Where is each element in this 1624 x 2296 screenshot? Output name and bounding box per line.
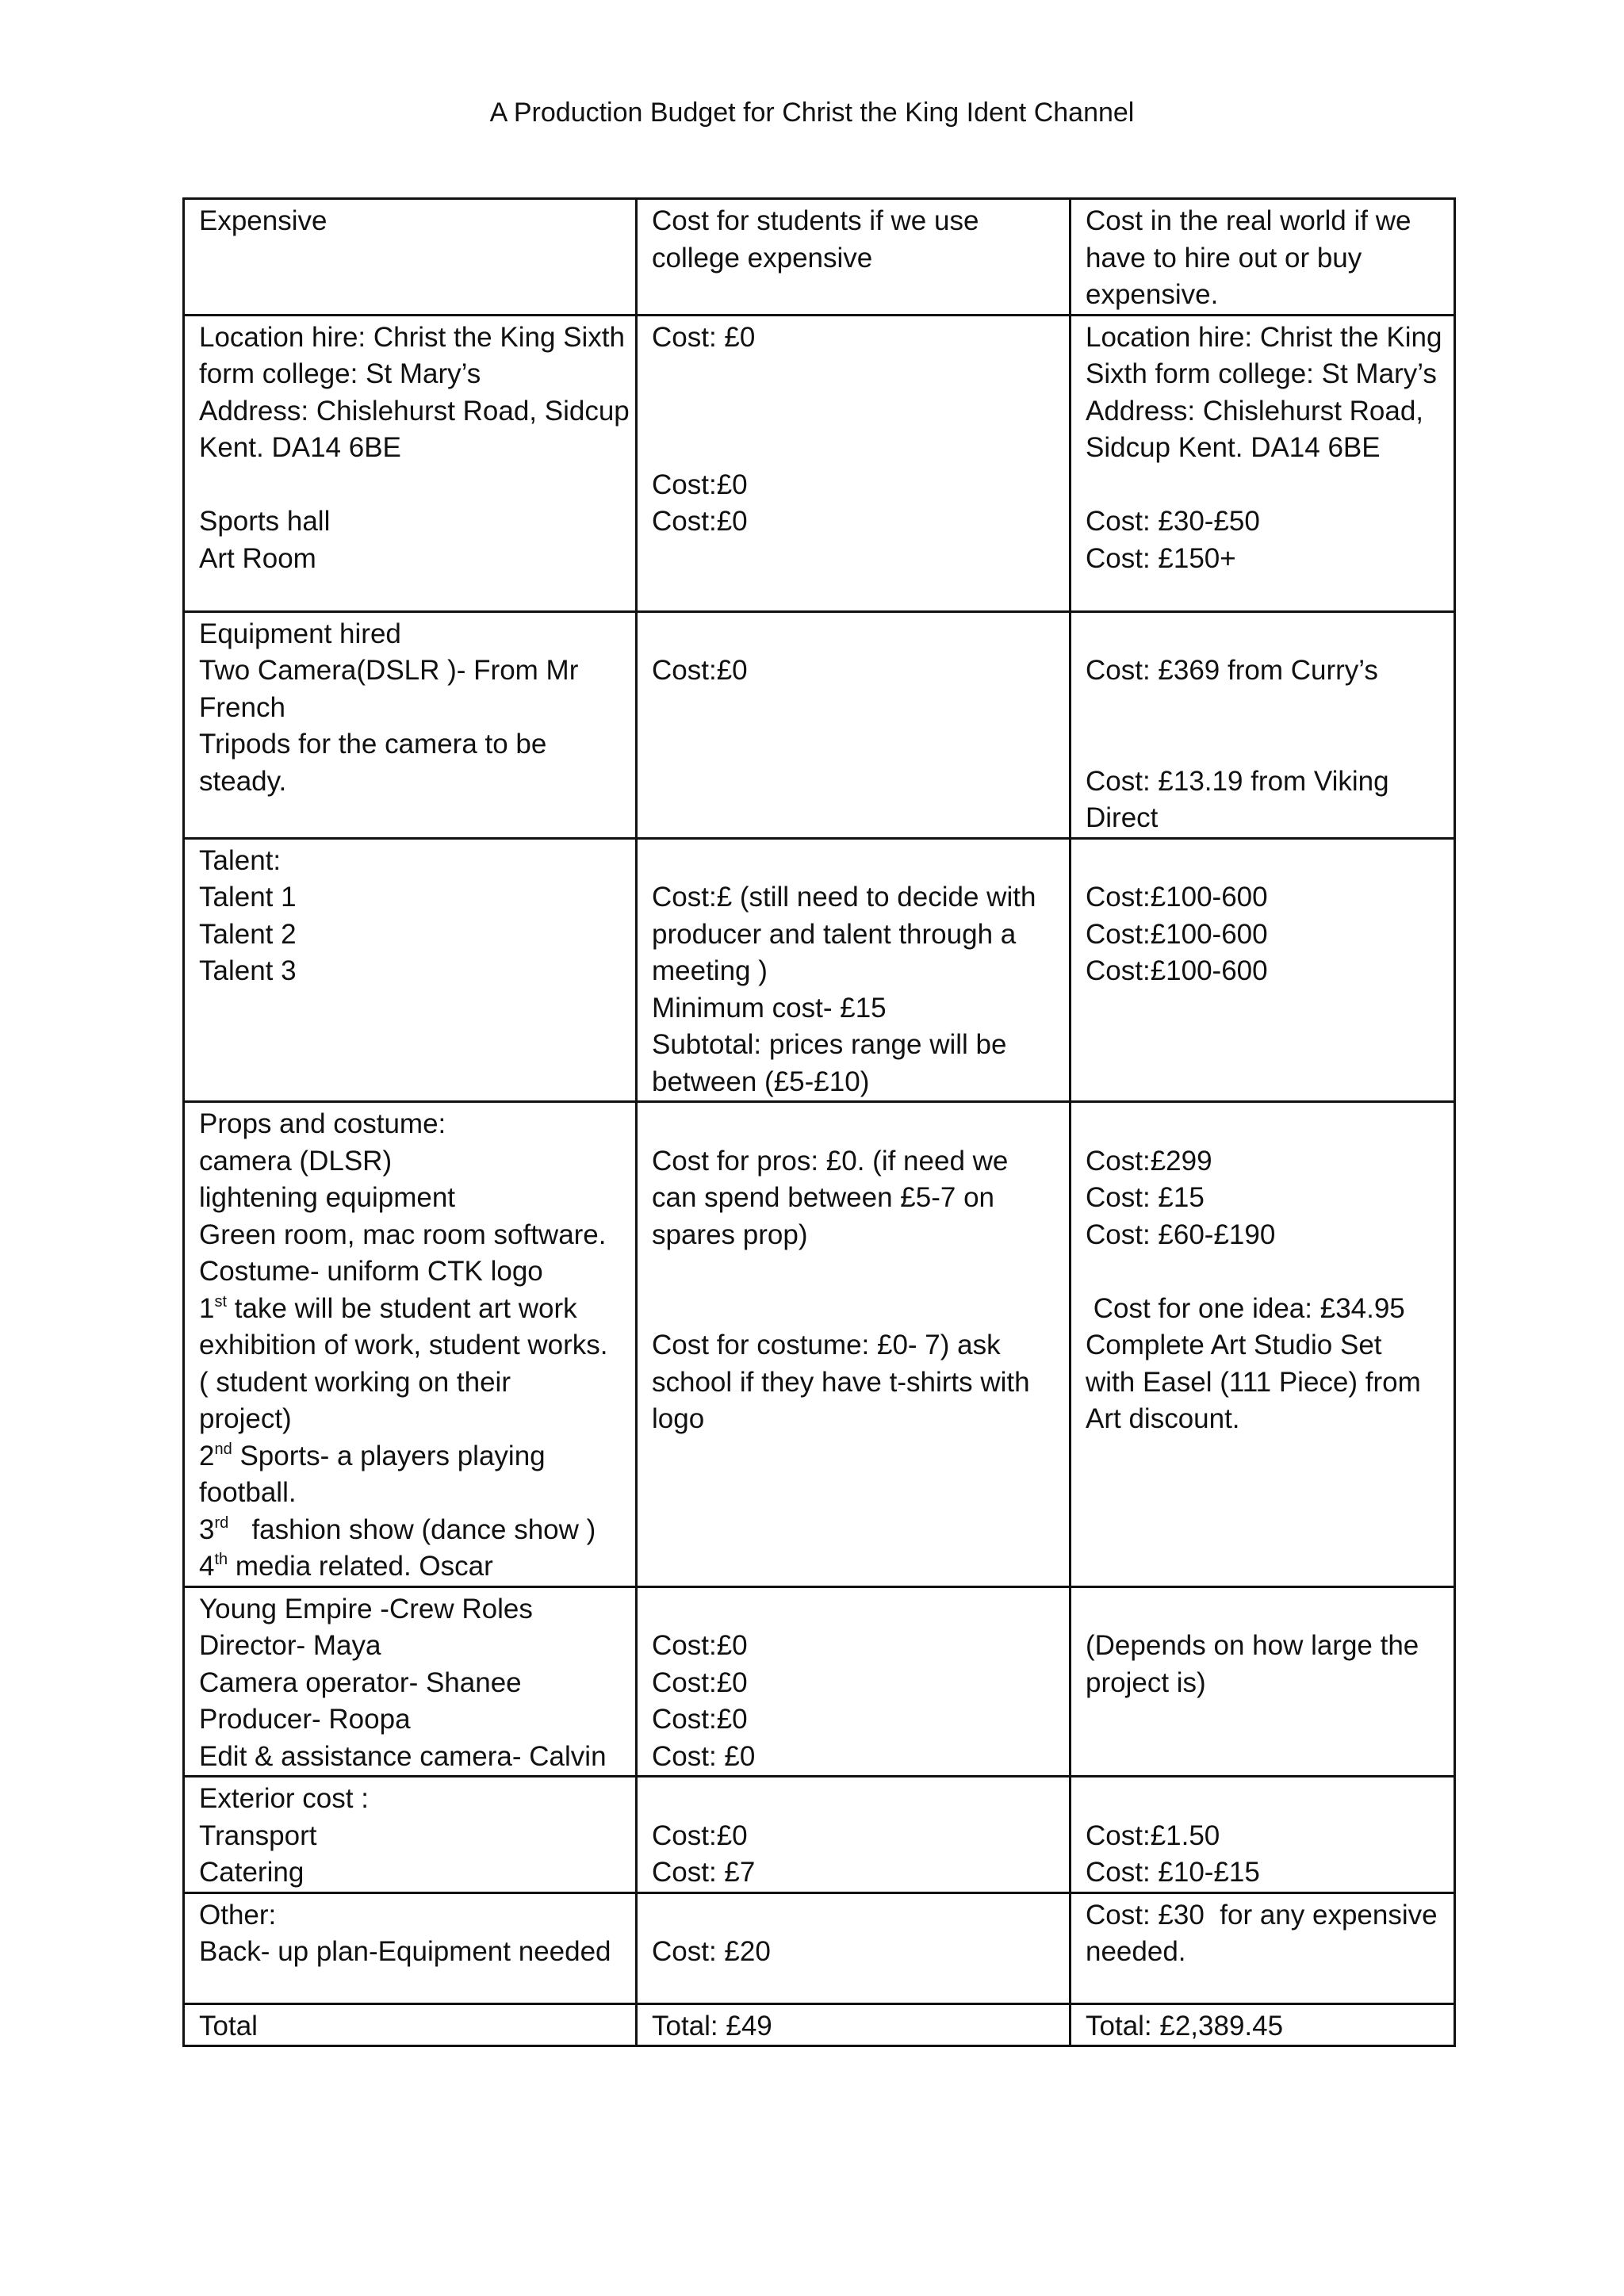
location-line: form college: St Mary’s	[199, 358, 481, 389]
total-label-cell: Total	[184, 2003, 637, 2046]
props-student-cost-cell: Cost for pros: £0. (if need we can spend between £5-7 on spares prop) Cost for costume: £0- 7) ask school if they have t-shirts with logo	[637, 1102, 1071, 1587]
equipment-student-cost-cell: Cost:£0	[637, 611, 1071, 838]
props-item-cell: Props and costume: camera (DLSR) lightening equipment Green room, mac room software. Costume- uniform CTK logo 1st take will be student art work exhibition of work, student works. ( student working on their project) 2nd Sports- a players playing football. 3rd fashion show (dance show ) 4th media related. Oscar	[184, 1102, 637, 1587]
other-item-cell: Other: Back- up plan-Equipment needed	[184, 1892, 637, 2003]
crew-item-cell: Young Empire -Crew Roles Director- Maya Camera operator- Shanee Producer- Roopa Edit & assistance camera- Calvin	[184, 1586, 637, 1777]
other-real-cost-cell: Cost: £30 for any expensive needed.	[1071, 1892, 1455, 2003]
talent-student-cost-cell: Cost:£ (still need to decide with producer and talent through a meeting ) Minimum cost- £15 Subtotal: prices range will be between (£5-£10)	[637, 838, 1071, 1102]
page-title: A Production Budget for Christ the King Ident Channel	[489, 98, 1135, 128]
talent-item-cell: Talent: Talent 1 Talent 2 Talent 3	[184, 838, 637, 1102]
other-student-cost-cell: Cost: £20	[637, 1892, 1071, 2003]
header-cell-student-cost: Cost for students if we use college expensive	[637, 199, 1071, 316]
idea-third-line: 3rd fashion show (dance show )	[199, 1513, 596, 1545]
crew-real-cost-cell: (Depends on how large the project is)	[1071, 1586, 1455, 1777]
props-real-cost-cell: Cost:£299 Cost: £15 Cost: £60-£190 Cost for one idea: £34.95 Complete Art Studio Set with Easel (111 Piece) from Art discount.	[1071, 1102, 1455, 1587]
location-student-cost-cell: Cost: £0 Cost:£0 Cost:£0	[637, 315, 1071, 611]
table-header-row	[184, 199, 1455, 316]
exterior-item-cell: Exterior cost : Transport Catering	[184, 1777, 637, 1893]
location-line: Kent. DA14 6BE	[199, 432, 401, 463]
location-item-cell	[184, 315, 637, 611]
equipment-item-cell: Equipment hired Two Camera(DSLR )- From Mr French Tripods for the camera to be steady.	[184, 611, 637, 838]
total-student-cell: Total: £49	[637, 2003, 1071, 2046]
header-cell-real-cost: Cost in the real world if we have to hire out or buy expensive.	[1071, 199, 1455, 316]
total-real-cell: Total: £2,389.45	[1071, 2003, 1455, 2046]
idea-first-line: 1st take will be student art work	[199, 1292, 577, 1324]
table-row-location	[184, 315, 1455, 611]
budget-table	[182, 197, 1456, 2047]
table-row-other	[184, 1892, 1455, 2003]
table-row-talent	[184, 838, 1455, 1102]
exterior-student-cost-cell: Cost:£0 Cost: £7	[637, 1777, 1071, 1893]
idea-second-line: 2nd Sports- a players playing	[199, 1440, 546, 1471]
table-row-equipment	[184, 611, 1455, 838]
location-real-cost-cell: Location hire: Christ the King Sixth form college: St Mary’s Address: Chislehurst Road, Sidcup Kent. DA14 6BE Cost: £30-£50 Cost: £150+	[1071, 315, 1455, 611]
exterior-real-cost-cell: Cost:£1.50 Cost: £10-£15	[1071, 1777, 1455, 1893]
location-line: Location hire: Christ the King Sixth	[199, 321, 625, 353]
table-row-props	[184, 1102, 1455, 1587]
equipment-real-cost-cell: Cost: £369 from Curry’s Cost: £13.19 from Viking Direct	[1071, 611, 1455, 838]
table-row-crew	[184, 1586, 1455, 1777]
crew-student-cost-cell: Cost:£0 Cost:£0 Cost:£0 Cost: £0	[637, 1586, 1071, 1777]
table-row-total	[184, 2003, 1455, 2046]
location-line: Address: Chislehurst Road, Sidcup	[199, 395, 630, 427]
talent-real-cost-cell: Cost:£100-600 Cost:£100-600 Cost:£100-600	[1071, 838, 1455, 1102]
sports-hall-label: Sports hall	[199, 506, 331, 537]
idea-fourth-line: 4th media related. Oscar	[199, 1551, 493, 1582]
art-room-label: Art Room	[199, 542, 316, 574]
header-cell-item: Expensive	[184, 199, 637, 316]
table-row-exterior	[184, 1777, 1455, 1893]
